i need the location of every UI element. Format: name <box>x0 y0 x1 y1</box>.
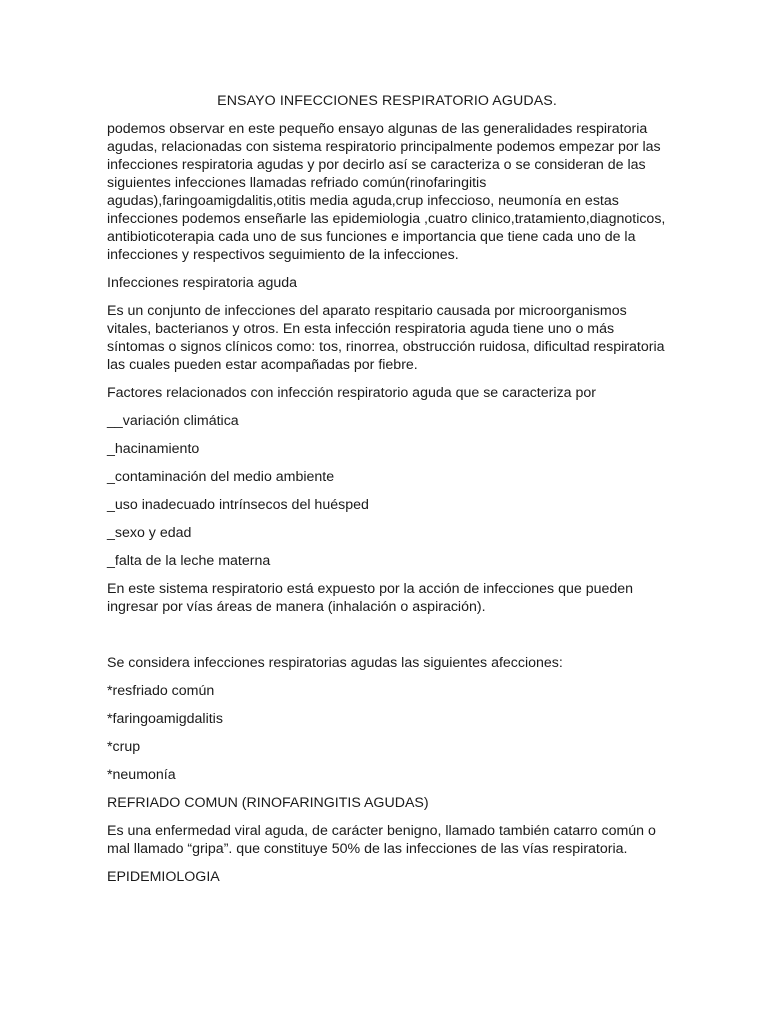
blank-line <box>107 626 667 654</box>
factor-item: _falta de la leche materna <box>107 553 271 569</box>
afecciones-intro: Se considera infecciones respiratorias agudas las siguientes afecciones: <box>107 655 563 671</box>
afeccion-item: *crup <box>107 739 141 755</box>
section-heading-epidemiologia: EPIDEMIOLOGIA <box>107 869 220 885</box>
document-page <box>107 92 667 896</box>
factors-intro: Factores relacionados con infección respiratorio aguda que se caracteriza por <box>107 385 596 401</box>
afeccion-item: *faringoamigdalitis <box>107 711 223 727</box>
afeccion-item: *resfriado común <box>107 683 215 699</box>
intro-paragraph: podemos observar en este pequeño ensayo algunas de las generalidades respiratoria agudas, relacionadas con sistema respiratorio principalmente podemos empezar por las infecciones respiratoria agudas y por decirlo así se caracteriza o se consideran de las siguientes infecciones llamadas refriado común(rinofaringitis agudas),faringoamigdalitis,otitis media aguda,crup infeccioso, neumonía en estas infecciones podemos enseñarle las epidemiologia ,cuatro clinico,tratamiento,diagnoticos, antibioticoterapia cada uno de sus funciones e importancia que tiene cada uno de la infecciones y respectivos seguimiento de la infecciones. <box>107 121 666 263</box>
section-heading-refriado: REFRIADO COMUN (RINOFARINGITIS AGUDAS) <box>107 795 429 811</box>
section-heading-infecciones: Infecciones respiratoria aguda <box>107 275 298 291</box>
factor-item: _hacinamiento <box>107 441 200 457</box>
factor-item: _contaminación del medio ambiente <box>107 469 335 485</box>
factor-item: __variación climática <box>107 413 239 429</box>
afeccion-item: *neumonía <box>107 767 176 783</box>
definition-paragraph: Es un conjunto de infecciones del aparato respitario causada por microorganismos vitales, bacterianos y otros. En esta infección respiratoria aguda tiene uno o más síntomas o signos clínicos como: tos, rinorrea, obstrucción ruidosa, dificultad respiratoria las cuales pueden estar acompañadas por fiebre. <box>107 303 665 373</box>
exposure-paragraph: En este sistema respiratorio está expuesto por la acción de infecciones que pueden ingresar por vías áreas de manera (inhalación o aspiración). <box>107 581 634 615</box>
factor-item: _uso inadecuado intrínsecos del huésped <box>107 497 369 513</box>
document-title: ENSAYO INFECCIONES RESPIRATORIO AGUDAS. <box>217 93 557 109</box>
refriado-paragraph: Es una enfermedad viral aguda, de carácter benigno, llamado también catarro común o mal llamado “gripa”. que constituye 50% de las infecciones de las vías respiratoria. <box>107 823 656 857</box>
factor-item: _sexo y edad <box>107 525 192 541</box>
